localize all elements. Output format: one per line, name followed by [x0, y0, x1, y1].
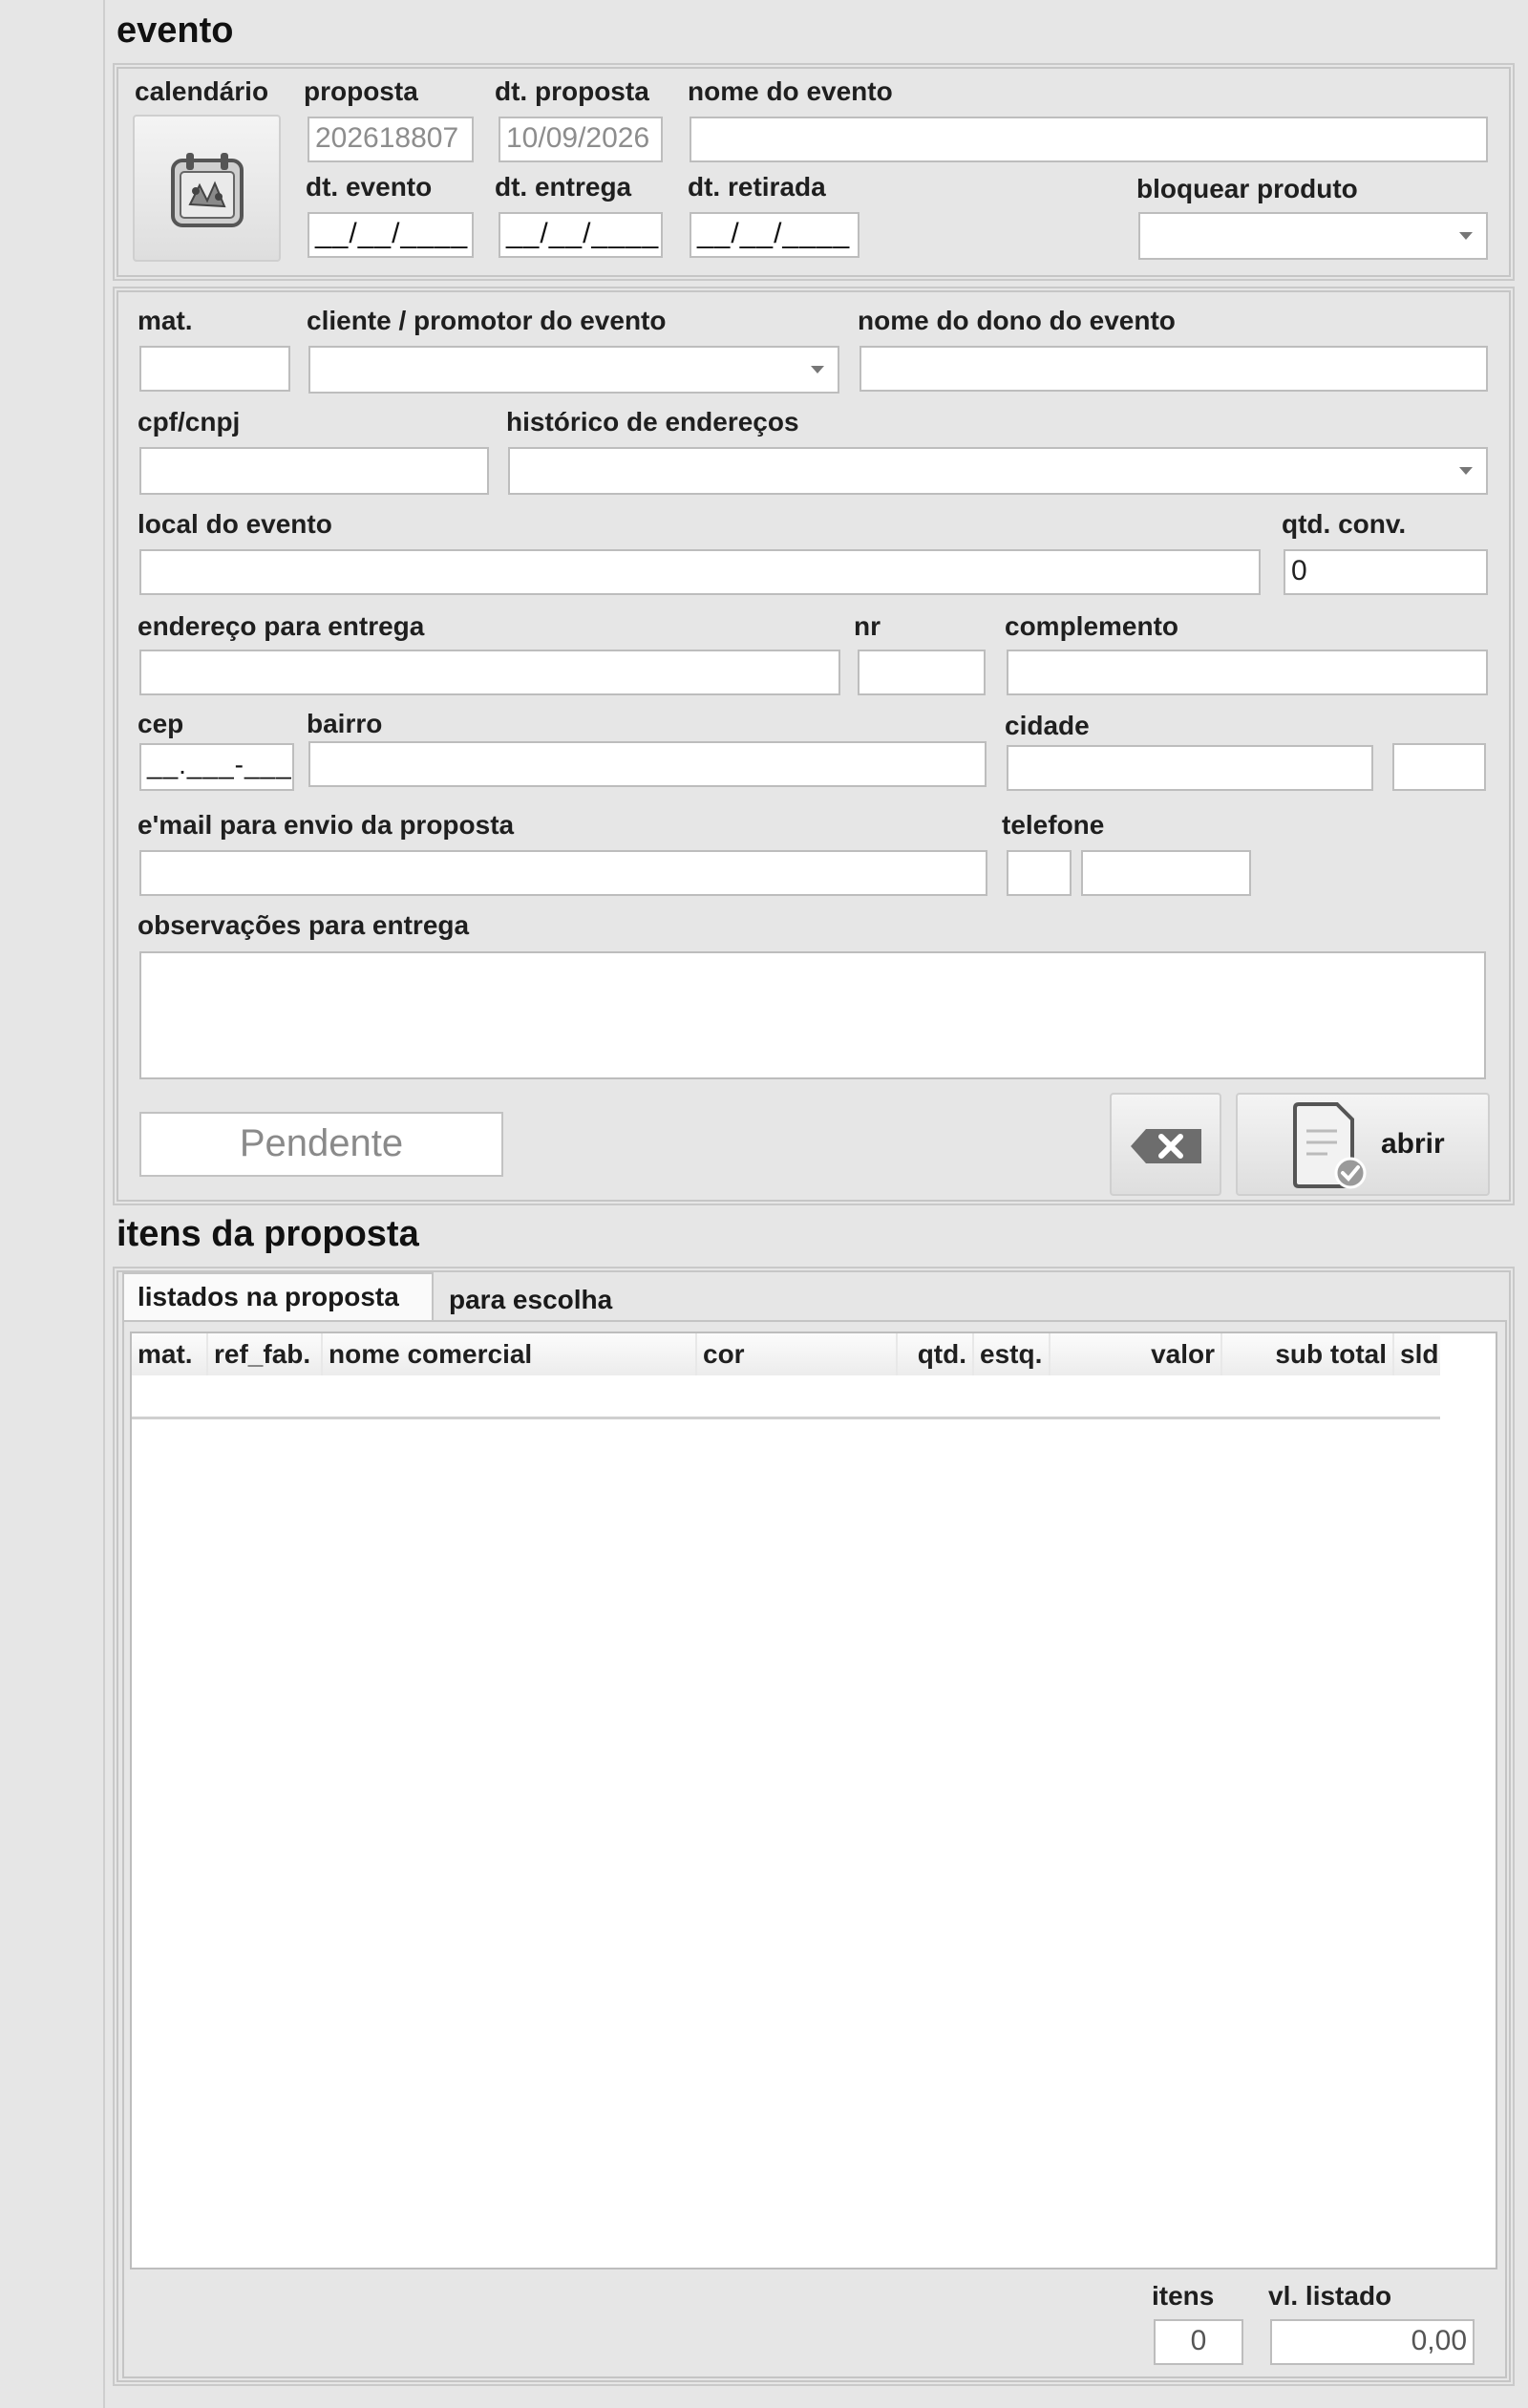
col-sub-total[interactable]: sub total — [1222, 1333, 1394, 1375]
obs-textarea[interactable] — [139, 951, 1486, 1079]
local-field[interactable] — [139, 549, 1261, 595]
dono-label: nome do dono do evento — [858, 306, 1176, 335]
qtd-conv-field[interactable]: 0 — [1284, 549, 1488, 595]
itens-count-field: 0 — [1154, 2319, 1243, 2365]
dt-entrega-label: dt. entrega — [495, 172, 632, 202]
cidade-label: cidade — [1005, 711, 1090, 740]
clear-button[interactable] — [1110, 1093, 1221, 1196]
document-check-icon — [1289, 1102, 1368, 1190]
historico-select[interactable] — [508, 447, 1488, 495]
items-grid[interactable] — [130, 1332, 1497, 2269]
grid-filter-row — [132, 1375, 1440, 1419]
bloquear-produto-label: bloquear produto — [1136, 174, 1358, 203]
bloquear-produto-select[interactable] — [1138, 212, 1488, 260]
chevron-down-icon — [811, 366, 824, 373]
historico-label: histórico de endereços — [506, 407, 799, 437]
proposta-label: proposta — [304, 76, 418, 106]
obs-label: observações para entrega — [138, 910, 470, 940]
complemento-field[interactable] — [1007, 650, 1488, 695]
email-field[interactable] — [139, 850, 987, 896]
dt-evento-field[interactable]: __/__/____ — [308, 212, 474, 258]
abrir-label: abrir — [1381, 1128, 1445, 1160]
endereco-label: endereço para entrega — [138, 611, 425, 641]
col-cor[interactable]: cor — [697, 1333, 898, 1375]
col-mat[interactable]: mat. — [132, 1333, 208, 1375]
nr-label: nr — [854, 611, 881, 641]
dt-retirada-label: dt. retirada — [688, 172, 826, 202]
cep-field[interactable]: __.___-___ — [139, 743, 294, 791]
vl-listado-field: 0,00 — [1270, 2319, 1475, 2365]
cidade-field[interactable] — [1007, 745, 1373, 791]
vl-listado-label: vl. listado — [1268, 2281, 1392, 2311]
col-estq[interactable]: estq. — [974, 1333, 1050, 1375]
itens-title: itens da proposta — [117, 1214, 419, 1254]
dt-retirada-field[interactable]: __/__/____ — [690, 212, 860, 258]
nome-evento-field[interactable] — [690, 117, 1488, 162]
col-nome-comercial[interactable]: nome comercial — [323, 1333, 697, 1375]
telefone-label: telefone — [1002, 810, 1105, 840]
mat-field[interactable] — [139, 346, 290, 392]
complemento-label: complemento — [1005, 611, 1179, 641]
grid-header — [132, 1333, 1440, 1375]
col-sld[interactable]: sld — [1400, 1339, 1439, 1369]
tab-listados-label: listados na proposta — [138, 1282, 399, 1311]
qtd-conv-label: qtd. conv. — [1282, 509, 1407, 539]
telefone-ddd-field[interactable] — [1007, 850, 1072, 896]
col-ref-fab[interactable]: ref_fab. — [208, 1333, 323, 1375]
cliente-select[interactable] — [308, 346, 839, 394]
email-label: e'mail para envio da proposta — [138, 810, 515, 840]
telefone-number-field[interactable] — [1081, 850, 1251, 896]
nome-evento-label: nome do evento — [688, 76, 893, 106]
itens-label: itens — [1152, 2281, 1215, 2311]
endereco-field[interactable] — [139, 650, 840, 695]
dt-evento-label: dt. evento — [306, 172, 433, 202]
tab-escolha[interactable] — [435, 1276, 640, 1320]
cliente-label: cliente / promotor do evento — [307, 306, 667, 335]
cpf-label: cpf/cnpj — [138, 407, 241, 437]
calendar-icon — [169, 151, 245, 229]
tab-listados[interactable] — [122, 1272, 434, 1320]
dono-field[interactable] — [860, 346, 1488, 392]
local-label: local do evento — [138, 509, 332, 539]
uf-field[interactable] — [1392, 743, 1486, 791]
evento-title: evento — [117, 11, 234, 51]
dt-proposta-field[interactable]: 10/09/2026 — [499, 117, 663, 162]
cpf-field[interactable] — [139, 447, 489, 495]
backspace-icon — [1129, 1127, 1205, 1165]
dt-entrega-field[interactable]: __/__/____ — [499, 212, 663, 258]
chevron-down-icon — [1459, 467, 1473, 475]
chevron-down-icon — [1459, 232, 1473, 240]
dt-proposta-label: dt. proposta — [495, 76, 649, 106]
bairro-field[interactable] — [308, 741, 987, 787]
calendario-label: calendário — [135, 76, 269, 106]
mat-label: mat. — [138, 306, 193, 335]
proposta-field[interactable]: 202618807 — [308, 117, 474, 162]
col-valor[interactable]: valor — [1050, 1333, 1222, 1375]
abrir-button[interactable] — [1236, 1093, 1490, 1196]
col-qtd[interactable]: qtd. — [898, 1333, 974, 1375]
status-field: Pendente — [139, 1112, 503, 1177]
bairro-label: bairro — [307, 709, 383, 738]
tab-escolha-label: para escolha — [449, 1285, 613, 1314]
cep-label: cep — [138, 709, 184, 738]
nr-field[interactable] — [858, 650, 986, 695]
calendar-button[interactable] — [133, 115, 281, 262]
